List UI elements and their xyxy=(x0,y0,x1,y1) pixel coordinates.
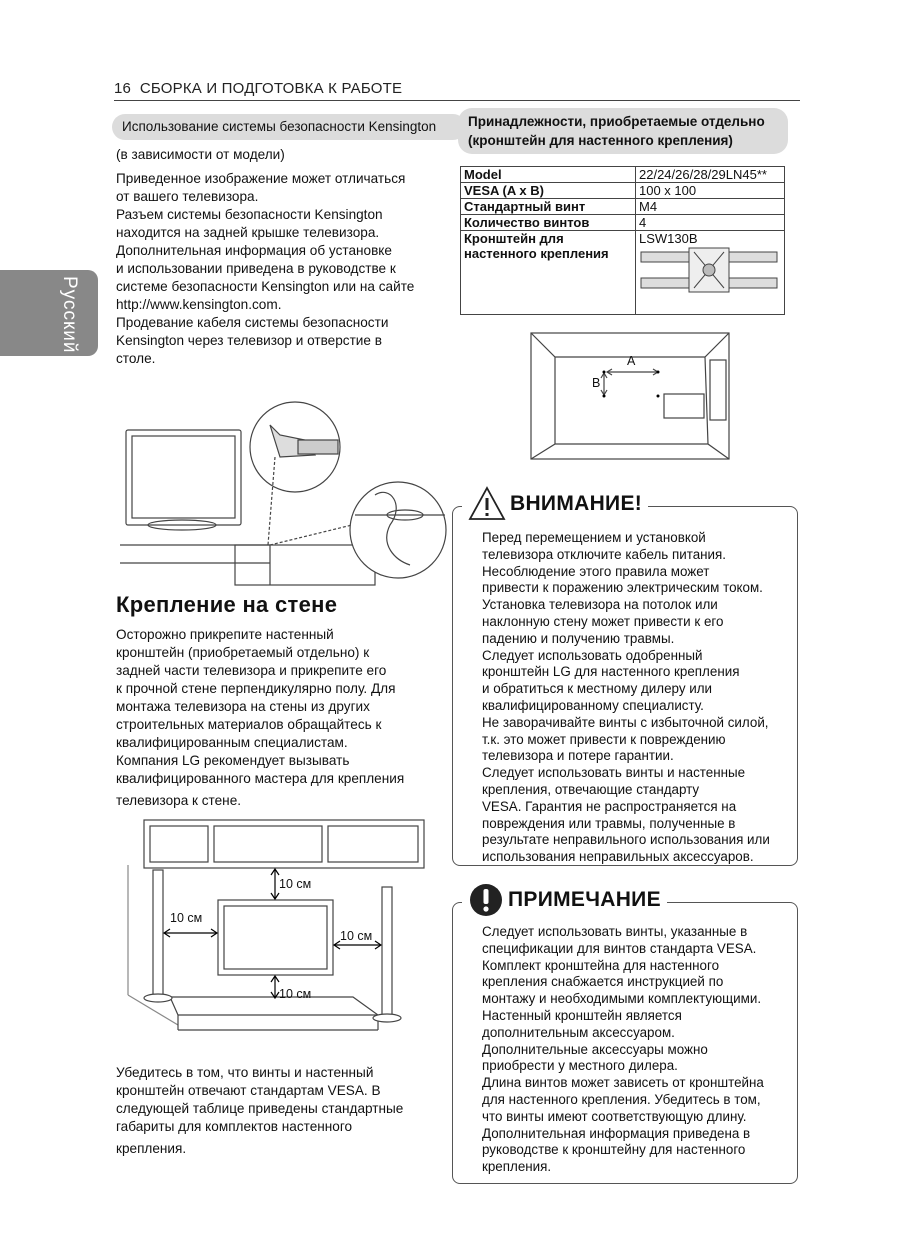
table-value: 100 x 100 xyxy=(636,183,785,199)
text-line: телевизора и потере гарантии. xyxy=(482,748,674,764)
tv-outline xyxy=(126,430,241,525)
text-line: Следует использовать одобренный xyxy=(482,647,703,663)
text-line: монтажа телевизора на стены из других xyxy=(116,699,370,714)
table-row xyxy=(461,183,785,199)
text-line: дополнительным аксессуаром. xyxy=(482,1024,675,1040)
text-line: т.к. это может привести к повреждению xyxy=(482,731,726,747)
text-line: кронштейн LG для настенного крепления xyxy=(482,664,740,680)
text-line: крепления снабжается инструкцией по xyxy=(482,974,724,990)
clearance-left-label: 10 см xyxy=(170,911,203,925)
language-tab-label: Русский xyxy=(59,276,80,354)
clearance-illustration xyxy=(118,815,450,1050)
text-line: наклонную стену может привести к его xyxy=(482,613,724,629)
left-speaker xyxy=(153,870,163,995)
text-line: Убедитесь в том, что винты и настенный xyxy=(116,1065,374,1080)
text-line: Перед перемещением и установкой xyxy=(482,530,706,545)
text-line: строительных материалов обращайтесь к xyxy=(116,717,382,732)
table-row xyxy=(461,167,785,183)
caution-title: ВНИМАНИЕ! xyxy=(510,492,643,515)
text-line: Не заворачивайте винты с избыточной силой, xyxy=(482,714,769,730)
text-line: Осторожно прикрепите настенный xyxy=(116,627,334,642)
table-row xyxy=(461,199,785,215)
text-line: задней части телевизора и прикрепите его xyxy=(116,663,387,678)
clearance-drawing xyxy=(118,815,450,1050)
table-hole-zoom-circle xyxy=(350,482,446,578)
caution-text xyxy=(482,530,792,866)
wall-mount-title: Крепление на стене xyxy=(116,592,338,617)
bracket-image xyxy=(639,246,779,296)
accessories-heading-line-1: Принадлежности, приобретаемые отдельно xyxy=(468,114,765,129)
text-line: приобрести у местного дилера. xyxy=(482,1058,678,1074)
table-value: 22/24/26/28/29LN45** xyxy=(636,167,785,183)
kensington-heading: Использование системы безопасности Kensington xyxy=(112,114,466,140)
section-title: СБОРКА И ПОДГОТОВКА К РАБОТЕ xyxy=(139,80,403,97)
text-line: Kensington через телевизор и отверстие в xyxy=(116,333,382,348)
tv-stand-cabinet xyxy=(170,997,378,1015)
text-line: для настенного крепления. Убедитесь в том, xyxy=(482,1091,761,1107)
text-line: падению и получению травмы. xyxy=(482,630,675,646)
clearance-top-label: 10 см xyxy=(279,877,312,891)
text-line: Компания LG рекомендует вызывать xyxy=(116,753,350,768)
text-line: Разъем системы безопасности Kensington xyxy=(116,207,383,222)
accessories-heading xyxy=(458,108,788,154)
text-line: системе безопасности Kensington или на сайте xyxy=(116,279,415,294)
wall-mount-spec-table xyxy=(460,166,785,315)
text-line: Комплект кронштейна для настенного xyxy=(482,957,720,973)
note-title: ПРИМЕЧАНИЕ xyxy=(508,888,661,911)
text-line: находится на задней крышке телевизора. xyxy=(116,225,380,240)
table-key: Кронштейн для настенного крепления xyxy=(461,231,636,315)
clearance-right-label: 10 см xyxy=(340,929,373,943)
text-line: и использовании приведена в руководстве к xyxy=(116,261,396,276)
page-number: 16 xyxy=(114,80,132,97)
text-line: использования неправильных аксессуаров. xyxy=(482,849,754,865)
text-line: Дополнительная информация приведена в xyxy=(482,1125,751,1141)
wall-mount-paragraph xyxy=(116,626,446,810)
language-tab xyxy=(0,270,98,356)
text-line: что винты имеют соответствующую длину. xyxy=(482,1108,747,1124)
text-line: и обратиться к местному дилеру или xyxy=(482,681,713,697)
text-line: крепления. xyxy=(482,1159,552,1175)
text-line: результате неправильного использования или xyxy=(482,832,770,848)
tv-on-wall xyxy=(218,900,333,975)
text-line: телевизора отключите кабель питания. xyxy=(482,546,726,562)
wall-cabinet xyxy=(144,820,424,868)
text-line: кронштейн (приобретаемый отдельно) к xyxy=(116,645,370,660)
text-line: квалифицированным специалистам. xyxy=(116,735,348,750)
kensington-url[interactable]: http://www.kensington.com. xyxy=(116,297,282,312)
model-note: (в зависимости от модели) xyxy=(116,147,285,162)
text-line: Следует использовать винты, указанные в xyxy=(482,924,748,939)
text-line: Несоблюдение этого правила может xyxy=(482,563,710,579)
text-line: VESA. Гарантия не распространяется на xyxy=(482,798,737,814)
tv-screen xyxy=(132,436,235,518)
accessories-heading-line-2: (кронштейн для настенного крепления) xyxy=(468,133,733,148)
table-value: M4 xyxy=(636,199,785,215)
right-speaker xyxy=(382,887,392,1015)
vesa-diagram-drawing xyxy=(530,332,730,460)
text-line: телевизора к стене. xyxy=(116,793,242,808)
vesa-label-a: A xyxy=(627,354,636,368)
text-line: Длина винтов может зависеть от кронштейна xyxy=(482,1075,764,1091)
note-header xyxy=(462,880,667,920)
text-line: крепления, отвечающие стандарту xyxy=(482,781,700,797)
text-line: Продевание кабеля системы безопасности xyxy=(116,315,389,330)
text-line: привести к поражению электрическим током. xyxy=(482,580,763,596)
text-line: спецификации для винтов стандарта VESA. xyxy=(482,940,757,956)
clearance-bottom-label: 10 см xyxy=(279,987,312,1001)
text-line: крепления. xyxy=(116,1141,187,1156)
text-line: к прочной стене перпендикулярно полу. Для xyxy=(116,681,396,696)
table-key: VESA (A x B) xyxy=(461,183,636,199)
kensington-paragraph-2 xyxy=(116,314,446,368)
table-key: Model xyxy=(461,167,636,183)
text-line: Дополнительные аксессуары можно xyxy=(482,1041,708,1057)
vesa-note xyxy=(116,1064,446,1158)
text-line: габариты для комплектов настенного xyxy=(116,1119,353,1134)
table-key: Количество винтов xyxy=(461,215,636,231)
table-row xyxy=(461,231,785,315)
table xyxy=(235,545,375,585)
text-line: от вашего телевизора. xyxy=(116,189,259,204)
text-line: следующей таблице приведены стандартные xyxy=(116,1101,404,1116)
text-line: Настенный кронштейн является xyxy=(482,1007,682,1023)
text-line: Установка телевизора на потолок или xyxy=(482,597,718,613)
table-key: Стандартный винт xyxy=(461,199,636,215)
header-rule xyxy=(114,100,800,101)
caution-header xyxy=(462,484,648,524)
kensington-paragraph-1 xyxy=(116,170,446,314)
lock-head xyxy=(298,440,338,454)
table-row xyxy=(461,215,785,231)
warning-icon xyxy=(468,486,506,522)
text-line: Приведенное изображение может отличаться xyxy=(116,171,406,186)
text-line: Следует использовать винты и настенные xyxy=(482,765,746,781)
exclamation-icon xyxy=(468,882,504,918)
text-line: столе. xyxy=(116,351,156,366)
table-value: LSW130B xyxy=(639,231,698,246)
text-line: монтажу и необходимыми комплектующими. xyxy=(482,991,762,1007)
vesa-diagram xyxy=(530,332,730,460)
text-line: Дополнительная информация об установке xyxy=(116,243,392,258)
vesa-label-b: B xyxy=(592,376,601,390)
note-text xyxy=(482,924,792,1176)
kensington-illustration xyxy=(120,385,450,590)
page-header xyxy=(114,80,402,97)
table-value-cell xyxy=(636,231,785,315)
text-line: квалифицированному специалисту. xyxy=(482,697,704,713)
table-value: 4 xyxy=(636,215,785,231)
text-line: кронштейн отвечают стандартам VESA. В xyxy=(116,1083,381,1098)
text-line: руководстве к кронштейну для настенного xyxy=(482,1142,746,1158)
text-line: квалифицированного мастера для крепления xyxy=(116,771,405,786)
text-line: повреждения или травмы, полученные в xyxy=(482,815,736,831)
